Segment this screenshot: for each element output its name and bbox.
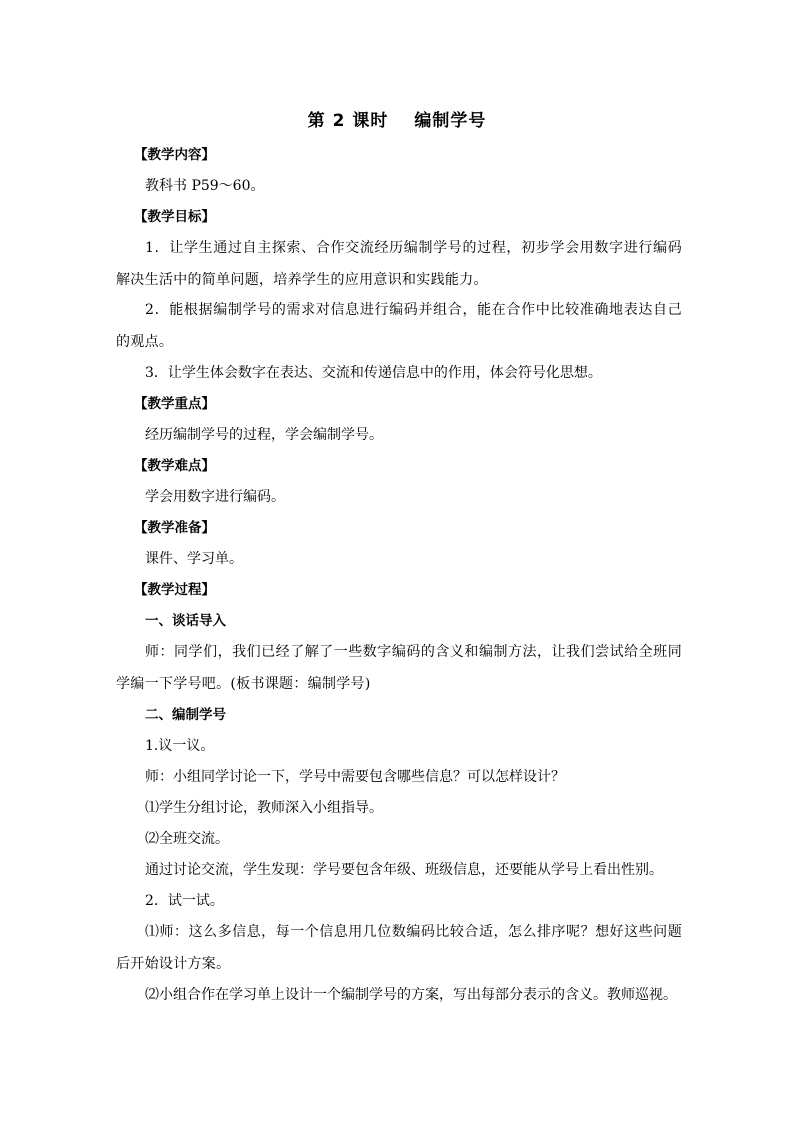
heading-teaching-goals: 【教学目标】 — [134, 209, 215, 225]
section-1-title: 一、谈话导入 — [145, 613, 226, 629]
key-points-text: 经历编制学号的过程，学会编制学号。 — [145, 427, 383, 443]
sub-step-1: ⑴学生分组讨论，教师深入小组指导。 — [145, 800, 383, 816]
step-1-label: 1.议一议。 — [145, 738, 215, 754]
section-1-paragraph: 师：同学们，我们已经了解了一些数字编码的含义和编制方法，让我们尝试给全班同学编一下学号吧。(板书课题：编制学号) — [116, 644, 682, 692]
heading-teaching-content: 【教学内容】 — [134, 147, 215, 163]
page-title — [0, 106, 794, 131]
preparation-text: 课件、学习单。 — [145, 551, 243, 567]
teaching-content-text: 教科书 P59～60。 — [145, 178, 265, 194]
lesson-number: 第 2 课时 — [307, 111, 389, 131]
heading-difficulties: 【教学难点】 — [134, 458, 215, 474]
discussion-finding: 通过讨论交流，学生发现：学号要包含年级、班级信息，还要能从学号上看出性别。 — [145, 862, 663, 878]
section-2-title: 二、编制学号 — [145, 707, 226, 723]
heading-process: 【教学过程】 — [134, 582, 215, 598]
lesson-name: 编制学号 — [414, 111, 487, 131]
goal-item-3: 3．让学生体会数字在表达、交流和传递信息中的作用，体会符号化思想。 — [145, 365, 602, 381]
heading-preparation: 【教学准备】 — [134, 520, 215, 536]
heading-key-points: 【教学重点】 — [134, 396, 215, 412]
try-item-1: ⑴师：这么多信息，每一个信息用几位数编码比较合适，怎么排序呢？想好这些问题后开始设计方案。 — [116, 924, 682, 972]
step-2-label: 2．试一试。 — [145, 893, 224, 909]
goal-item-2: 2．能根据编制学号的需求对信息进行编码并组合，能在合作中比较准确地表达自己的观点。 — [116, 302, 682, 350]
try-item-2: ⑵小组合作在学习单上设计一个编制学号的方案，写出每部分表示的含义。教师巡视。 — [145, 987, 677, 1003]
goal-item-1: 1．让学生通过自主探索、合作交流经历编制学号的过程，初步学会用数字进行编码解决生活中的简单问题，培养学生的应用意识和实践能力。 — [116, 240, 682, 288]
sub-step-2: ⑵全班交流。 — [145, 831, 229, 847]
teacher-question: 师：小组同学讨论一下，学号中需要包含哪些信息？可以怎样设计？ — [145, 769, 565, 785]
difficulties-text: 学会用数字进行编码。 — [145, 489, 285, 505]
